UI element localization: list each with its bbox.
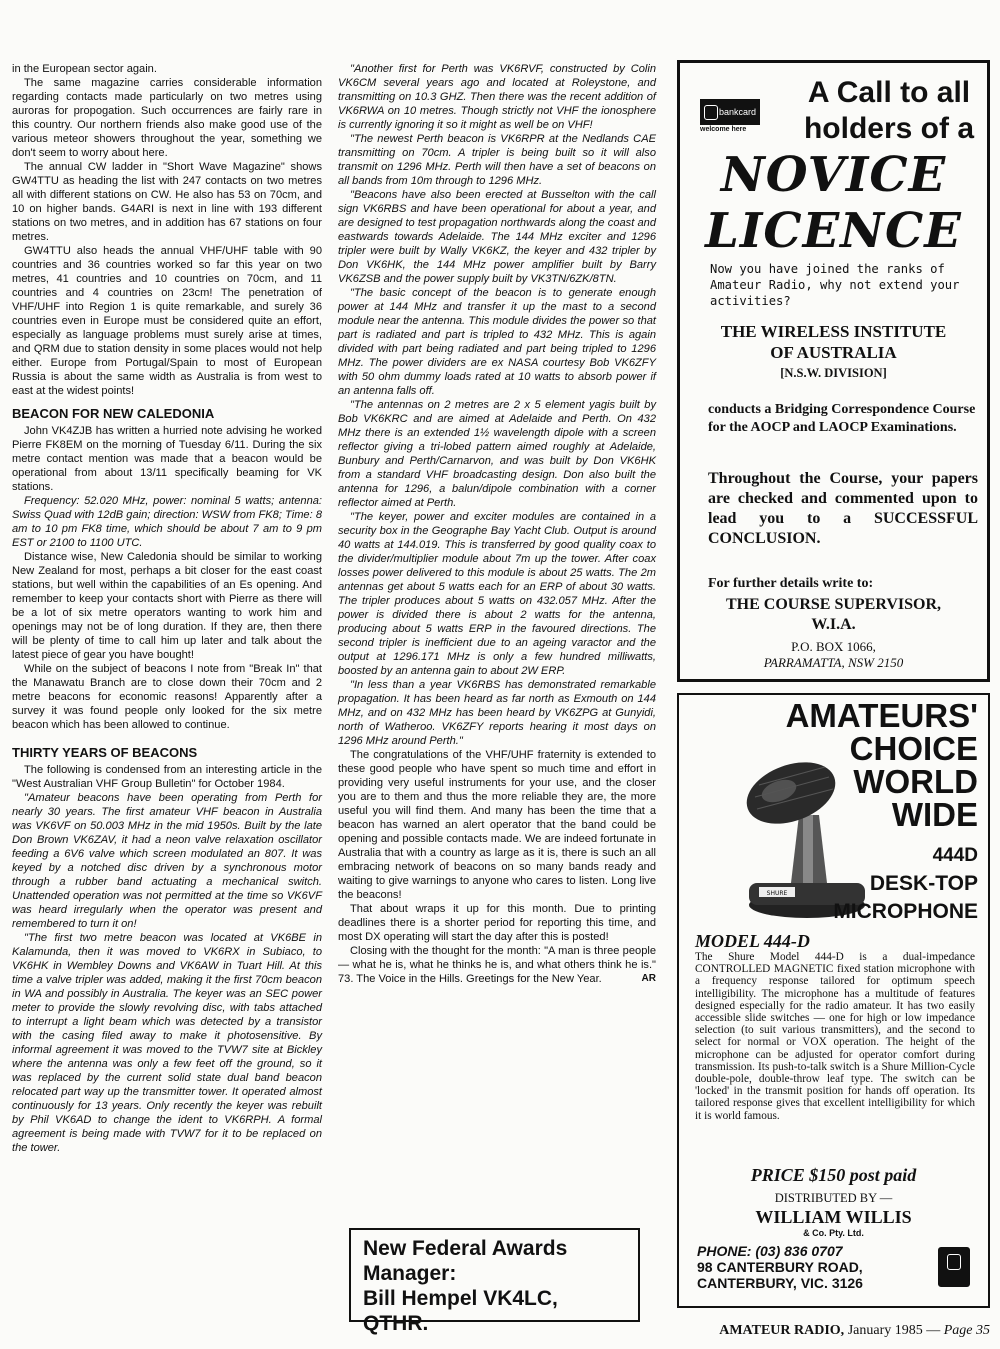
product-description: The Shure Model 444-D is a dual-impedance CONTROLLED MAGNETIC fixed station microphone with a frequency response tailored for optimum speech intelligibility. The microphone has a multitude of features designed especially for the radio amateur. It has two easily accessible slide switches — one for high or low impedance selection (to suit various transmitters), and the second to select for normal or VOX operation. The height of the microphone can be adjusted for operator comfort during transmission. Its push-to-talk switch is a Shure Million-Cycle double-pole, double-throw leaf type. The switch can be 'locked' in the transmit position for hands off operation. Its tailored response gives that excellent intelligibility for which it is world famous. <box>695 951 975 1122</box>
paragraph: The annual CW ladder in "Short Wave Magazine" shows GW4TTU as heading the list with 247 contacts on two metres all with different stations on CW. He also has 53 on 70cm, and 10 on higher bands. G4ARI is next in line with 193 different stations on two metres, and in addition has 67 stations on four metres. <box>12 161 322 243</box>
paragraph: Distance wise, New Caledonia should be similar to working New Zealand for most, perhaps a bit closer for the east coast stations, but well within the capabilities of an Es opening. And remember to keep your contacts short with Pierre as there will be a lot of six metre operators wanting to work him and openings may not be of long duration. If they are, then there will be plenty of time to call him up later and talk about the latest piece of gear you have bought! <box>12 551 322 661</box>
paragraph: The congratulations of the VHF/UHF fraternity is extended to these good people who have spent so much time and effort in providing very useful instruments for your use, and the closer you are to them and thus the more reliable they are, the more useful you will find them. And many has been the time that a beacon has warned an alert operator that the band could be opening and possible contacts made. We are indeed fortunate in Australia that with a country as large as it is, there is such an all embracing network of beacons on so many bands ready and waiting to give warnings to anyone who cares to listen. Long live the beacons! <box>338 749 656 901</box>
paragraph: "The keyer, power and exciter modules are contained in a security box in the Geographe Bay Yacht Club. Output is around 40 watts at 144.019. This is transferred by good quality coax to the divider/multiplier module about 7m up the tower. After coax losses power delivered to this module is about 25 watts. The 2m antennas get about 5 watts each for an ERP of about 30 watts. The tripler produces about 5 watts on 432.057 MHz. After the power is divided there is about 2 watts for the antenna, producing about 5 watts ERP in the favoured directions. The second tripler is inefficient due to an ageing varactor and the output at 1296.171 MHz is only a few hundred milliwatts, boosted by an antenna gain to about 2W ERP. <box>338 511 656 677</box>
course-benefit: Throughout the Course, your papers are checked and commented upon to lead you to a SUCCESSFUL CONCLUSION. <box>708 470 978 547</box>
paragraph: While on the subject of beacons I note from "Break In" that the Manawatu Branch are to close down their 70cm and 2 metre beacons for economic reasons! Apparently after a survey it was found people only looked for the six metre beacon which has been allowed to continue. <box>12 663 322 731</box>
magazine-name: AMATEUR RADIO, <box>719 1323 845 1338</box>
model-title: MODEL 444-D <box>695 931 810 951</box>
microphone-advertisement <box>677 693 990 1308</box>
ad-intro: Now you have joined the ranks of Amateur Radio, why not extend your activities? <box>710 262 960 308</box>
wia-name: THE WIRELESS INSTITUTE OF AUSTRALIA [N.S.W. DIVISION] <box>720 322 947 380</box>
paragraph: "The newest Perth beacon is VK6RPR at the Nedlands CAE transmitting on 70cm. A tripler is being built so it will also transmit on 1296 MHz. Perth will then have a set of beacons on all bands from 10m through to 1296 MHz. <box>338 133 656 187</box>
page-footer <box>719 1323 990 1339</box>
ad-headline: AMATEURS' CHOICE WORLD WIDE <box>785 697 978 833</box>
paragraph: "The antennas on 2 metres are 2 x 5 element yagis built by Bob VK6KRC and are aimed at Adelaide and Perth. On 432 MHz there is an extended 1½ wavelength dipole with a screen reflector giving a tri-lobed pattern aimed roughly at Adelaide, Bunbury and Perth/Carnarvon, and was built by Don VK6HK from a standard VHF broadcasting design. Don also built the antenna for 1296, a balun/dipole combination with a corner reflector aimed at Perth. <box>338 399 656 509</box>
price: PRICE $150 post paid <box>750 1165 917 1185</box>
bankcard-icon <box>704 105 718 120</box>
paragraph: "Amateur beacons have been operating from Perth for nearly 30 years. The first amateur VHF beacon in Australia was VK6VF on 50.003 MHz in the mid 1950s. Built by the late Don Brown VK6ZAV, it had a neon valve relaxation oscillator feeding a 6V6 valve which screen modulated an 807. It was keyed by a notched disc driven by a synchronous motor through a rubber band actuating a mechanical switch. Unattended operation was not permitted at the time so VK6VF was heard irregularly when the operator was present and remembered to turn it on! <box>12 792 322 930</box>
ad-headline: A Call to all holders of a <box>803 76 975 145</box>
paragraph: "Another first for Perth was VK6RVF, constructed by Colin VK6CM several years ago and located at Roleystone, and transmitting on 10.3 GHZ. Then there was the recent addition of VK6RWA on 10 metres. Though strictly not VHF the ionosphere is currently ignoring it so it might as well be on VHF! <box>338 63 656 131</box>
course-supervisor: THE COURSE SUPERVISOR, W.I.A. <box>725 596 942 633</box>
postal-address: P.O. BOX 1066, PARRAMATTA, NSW 2150 <box>763 639 904 670</box>
novice-licence-advertisement <box>677 60 990 682</box>
distributor-address: 98 CANTERBURY ROAD, CANTERBURY, VIC. 3126 <box>697 1259 863 1291</box>
paragraph: The same magazine carries considerable information regarding contacts made particularly on two metres using auroras for propogation. Such occurrences are fairly rare in this country. Our northern friends also make good use of the various meteor showers throughout the year, something we don't seem to worry about here. <box>12 77 322 159</box>
paragraph: John VK4ZJB has written a hurried note advising he worked Pierre FK8EM on the morning of Tuesday 6/11. During the six metre contact mention was made that a beacon would be operational from about 13/11 specifically beaming for VK stations. <box>12 425 322 493</box>
awards-line-2: Manager: <box>363 1262 457 1285</box>
novice-licence-title: NOVICE LICENCE <box>705 147 962 259</box>
article-column-1 <box>12 62 322 1155</box>
bankcard-icon <box>938 1247 970 1287</box>
distributor-company: & Co. Pty. Ltd. <box>803 1228 864 1238</box>
paragraph: Frequency: 52.020 MHz, power: nominal 5 watts; antenna: Swiss Quad with 12dB gain; direction: WSW from FK8; Time: 8 am to 10 pm FK8 time, which should be about 7 am to 9 pm EST or 2100 to 1100 UTC. <box>12 495 322 549</box>
closing-text: Closing with the thought for the month: "A man is three people — what he is, what he thinks he is, and what others think he is." 73. The Voice in the Hills. Greetings for the New Year. <box>338 945 656 985</box>
section-heading-thirty-years: THIRTY YEARS OF BEACONS <box>12 745 198 760</box>
paragraph: "The basic concept of the beacon is to generate enough power at 144 MHz and transfer it up the mast to a second module near the antenna. This module divides the power so that part is radiated and part is tripled to 432 MHz. This is again divided with part being radiated and part being tripled to 1296 MHz. The power dividers are ex NASA courtesy Bob VK6ZFY with 50 ohm dummy loads rated at 10 watts to absorb power if an antenna falls off. <box>338 287 656 397</box>
section-heading-beacon-new-caledonia: BEACON FOR NEW CALEDONIA <box>12 406 215 421</box>
page-number: Page 35 <box>943 1323 990 1338</box>
awards-line-1: New Federal Awards <box>363 1237 568 1260</box>
phone-number: PHONE: (03) 836 0707 <box>697 1243 843 1259</box>
paragraph <box>338 944 656 986</box>
desk-top-label: DESK-TOP <box>869 872 978 895</box>
paragraph: GW4TTU also heads the annual VHF/UHF table with 90 countries and 36 countries worked so far this year on two metres, 41 countries and 10 countries on 70cm, and 11 countries and 4 countries on 23cm! The penetration of VHF/UHF into Region 1 is quite remarkable, and surely 36 countries even in Europe must be considered quite an effort, especially as language problems must surely arise at times, and QRM due to station density in some places would not help either. Europe from Portugal/Spain to most of European Russia is about the same width as Australia is from west to east at the widest points! <box>12 245 322 397</box>
article-column-2 <box>338 62 656 986</box>
paragraph: "In less than a year VK6RBS has demonstrated remarkable propagation. It has been heard as far north as Exmouth on 144 MHz, and on 432 MHz has been heard by VK6ZPG at Gunyidi, north of Watheroo. VK6ZFY reports hearing it most days on 1296 MHz around Perth." <box>338 679 656 747</box>
article-end-mark: AR <box>641 973 656 984</box>
microphone-label: MICROPHONE <box>833 900 978 923</box>
awards-manager-box <box>349 1228 640 1335</box>
paragraph: "Beacons have also been erected at Busselton with the call sign VK6RBS and have been operational for about a year, and are designed to test propagation northwards along the coast and eastwards towards Adelaide. The 144 MHz exciter and 1296 tripler were built by Wally VK6KZ, the keyer and 432 tripler by Don VK6HK, the 144 MHz power amplifier built by Barry VK6ZSB and the power supply built by VK3TN/6ZK/8TN. <box>338 189 656 285</box>
paragraph: The following is condensed from an interesting article in the "West Australian VHF Group Bulletin" for October 1984. <box>12 764 322 790</box>
distributed-by: DISTRIBUTED BY — <box>774 1191 893 1205</box>
issue-date: January 1985 — <box>844 1323 944 1338</box>
model-number: 444D <box>932 845 978 866</box>
contact-prompt: For further details write to: <box>708 576 874 591</box>
paragraph: That about wraps it up for this month. Due to printing deadlines there is a shorter period for reporting this time, and most DX operating will start the day after this is posted! <box>338 903 656 943</box>
paragraph: in the European sector again. <box>12 63 157 75</box>
mic-badge: SHURE <box>766 890 788 897</box>
paragraph: "The first two metre beacon was located at VK6BE in Kalamunda, then it was moved to VK6RX in Subiaco, to VK6HK in Wembley Downs and VK6AW in Tuart Hill. At this time a valve tripler was added, making it the first 70cm beacon in WA and possibly in Australia. The keyer was an SEC power meter to provide the slowly revolving disc, with tabs attached to interrupt a light beam which was detected by a transistor with the casing filed away to make it photosensitive. By informal agreement it was moved to the TVW7 site at Bickley where the antenna was only a few feet off the ground, so it was replaced by the current solid state dual band beacon relocated part way up the transmitter tower. It operated almost continuously for 13 years. Only recently the keyer was rebuilt by Phil VK6AD to change the ident to VK6RPH. A formal agreement is being made with TVW7 for it to be replaced on the tower. <box>12 932 322 1154</box>
welcome-here-text: welcome here <box>700 126 747 133</box>
distributor-name: WILLIAM WILLIS <box>755 1207 912 1227</box>
awards-line-3: Bill Hempel VK4LC, QTHR. <box>363 1287 558 1335</box>
course-description: conducts a Bridging Correspondence Course for the AOCP and LAOCP Examinations. <box>708 402 976 435</box>
bankcard-logo: bankcard <box>700 99 760 125</box>
